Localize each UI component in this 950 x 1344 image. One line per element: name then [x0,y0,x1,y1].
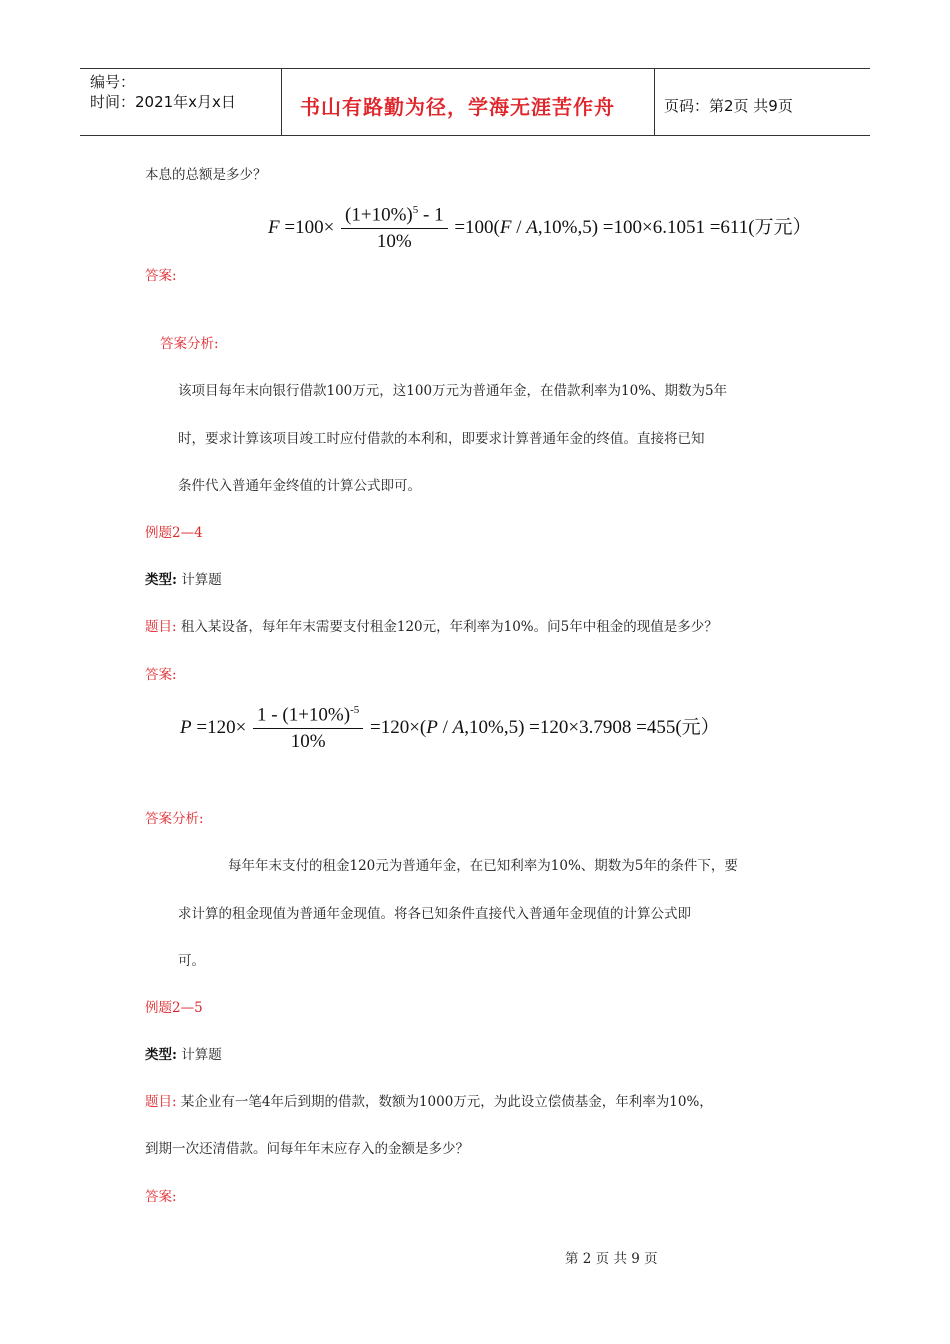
analysis-line: 条件代入普通年金终值的计算公式即可。 [178,478,421,494]
header-divider-right [654,68,655,136]
formula-fraction [253,704,363,753]
formula-present-value [180,704,720,753]
type-label: 类型: [145,572,177,588]
type-row-2-5 [145,1043,222,1063]
formula-future-value [268,204,812,253]
question-row-2-5 [145,1090,713,1110]
header-top-border [80,68,870,69]
question-label: 题目: [145,1094,177,1110]
type-row-2-4 [145,568,222,588]
type-label: 类型: [145,1047,177,1063]
analysis-line: 时，要求计算该项目竣工时应付借款的本利和，即要求计算普通年金的终值。直接将已知 [178,431,705,447]
question-text: 租入某设备，每年年末需要支付租金120元，年利率为10%。问5年中租金的现值是多少？ [180,619,718,635]
header-motto: 书山有路勤为径，学海无涯苦作舟 [300,95,615,119]
example-title-2-5: 例题2—5 [145,1000,203,1016]
header-divider-left [281,68,282,136]
formula-fraction [341,204,448,253]
answer-label-2-5: 答案: [145,1189,177,1205]
question-label: 题目: [145,619,177,635]
formula-lhs: F [268,217,280,239]
header-bottom-border [80,135,870,136]
time-label: 时间：2021年x月x日 [90,93,236,111]
formula-rhs: =120×(P / A,10%,5) =120×3.7908 =455(元） [370,717,720,739]
analysis-line: 每年年末支付的租金120元为普通年金，在已知利率为10%、期数为5年的条件下，要 [228,858,738,874]
analysis-line: 求计算的租金现值为普通年金现值。将各已知条件直接代入普通年金现值的计算公式即 [178,906,691,922]
analysis-line: 可。 [178,953,205,969]
page-footer: 第 2 页 共 9 页 [565,1251,658,1267]
answer-label-2-4: 答案: [145,667,177,683]
analysis-line: 该项目每年末向银行借款100万元，这100万元为普通年金，在借款利率为10%、期数为5年 [178,383,728,399]
formula-numerator: $(1+10\%)^5 - 1$ [341,204,448,229]
type-value: 计算题 [181,572,222,588]
answer-label-1: 答案: [145,268,177,284]
formula-eq: =120× [196,717,247,739]
analysis-label-1: 答案分析: [160,336,219,352]
example-title-2-4: 例题2—4 [145,525,203,541]
formula-numerator: $1 - (1+10\%)^{-5}$ [253,704,363,729]
page-info: 页码：第2页 共9页 [664,97,793,115]
question-tail: 本息的总额是多少？ [145,167,267,183]
question-row-2-4 [145,615,718,635]
analysis-label-2-4: 答案分析: [145,811,204,827]
formula-lhs: P [180,717,192,739]
formula-denominator: 10% [376,231,412,253]
formula-eq: =100× [284,217,335,239]
formula-denominator: 10% [290,731,326,753]
type-value: 计算题 [181,1047,222,1063]
serial-label: 编号： [90,73,136,91]
question-text: 某企业有一笔4年后到期的借款，数额为1000万元，为此设立偿债基金，年利率为10%， [180,1094,713,1110]
question-text-cont: 到期一次还清借款。问每年年末应存入的金额是多少？ [145,1141,469,1157]
formula-rhs: =100(F / A,10%,5) =100×6.1051 =611(万元） [454,217,812,239]
